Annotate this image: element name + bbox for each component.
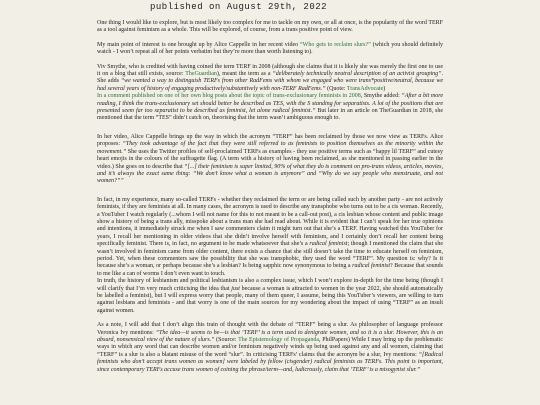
text: But later in an article on TheGuardian in 2018, she mentioned that the term “TES” didn’t catch on, theorising that the term wasn’t ambiguous enough to. [97,108,444,122]
text: In fact, in my experience, many so-called TERFs - whether they reclaimed the term or are being called such by another party - are not actively feminists, if they are feminists at all. In many cases, the acronym is used to describe any transphobe who turns out to be a cis woman. Recently, a YouTuber I watch regularly (...whom I will not name for this to not meant to be a call-out post), a cis lesbian whose content and public image show a history of being a trans ally, misspoke about a trans man she had read about. While it is evident that I can’t speak for her true opinions and intentions, it immediately struck me when I saw commenters claim it might turn out that she’s a TERF. Having watched this YouTuber for years, I recall her mentioning in older videos that she didn’t involve herself with feminism, and I certainly don’t recall her content being specifically feminist. There is, in fact, no argument to be made whatsoever that she’s a [97,196,443,248]
text: As a note, I will add that I don’t align this train of thought with the debate of “TERF” being a slur. As philosopher of language professor Veronica Ivy mentions: [97,322,443,336]
text: ; though I mentioned the claim that she wasn’t involved in feminism came from older content, there exists a chance that she still doesn’t take the time to educate herself on feminism, period. Yet, when these commenters saw the possibility that she was transphobic, they used the word “TERF”. My question is: why? Is it because she’s a woman, or perhaps because she’s a lesbian? Is being sapphic now synonymous to being a [97,241,443,270]
emphasis: radical feminist [352,263,390,270]
source-link-transadvocate[interactable]: TransAdvocate [346,85,384,92]
source-link-philpapers[interactable]: The Epistemology of Propaganda [238,337,320,344]
text: Viv Smythe, who is credited with having coined the term TERF in 2008 (although she claims that it is likely she was merely the first one to use it on a blog that still exists, source: [97,63,443,78]
text: My main point of interest is one brought up by Alice Cappelle in her recent video [97,41,300,48]
text: , Smythe added: [360,93,402,100]
comment-link[interactable]: In a comment published on one of her own blog posts about the topic of trans-exclusionary feminists in 2008 [97,93,361,100]
quote: “After a bit more reading, I think the trans-exclusionary set should better be described as TES, with the S standing for separatists. A lot of the positions that are presented seem far too separatist to be described as feminist, let alone radical feminist.” [97,93,444,115]
paragraph-4 [97,134,443,186]
paragraph-2 [97,42,443,57]
paragraph-6 [97,322,443,374]
text: She uses the Twitter profiles of self-proclaimed TERFs as examples - they use positive terms such as “happy lil TERF” and cutesy heart emojis in the colours of the suffragette flag. (A term with a history of having been reclaimed, as she mentioned in passing earlier in the video.) She goes on to describe that [97,148,443,170]
text: ) [383,85,386,92]
video-link[interactable]: “Who gets to reclaim slurs?” [300,41,371,48]
text: ? Because that sounds to me like a can of worms I don’t even want to touch. [97,263,443,277]
text: In her video, Alice Cappelle brings up the way in which the acronym “TERF” has been reclaimed by those we now view as TERFs. Alice proposes: [97,133,443,148]
quote: “deliberately technically neutral description of an activist grouping” [272,71,442,78]
quote: “we wanted a way to distinguish TERFs from other RadFems with whom we engaged who were trans*positive/neutral, because we had several years of history of engaging productively/substantively with non-TERF RadFems.” [97,78,443,92]
text: In truth, the history of lesbianism and political lesbianism is also a complex issue, which I won’t explore in-depth for the time being (though I will clarify that I’m very much criticising the idea that [97,278,443,292]
paragraph-3 [97,64,443,123]
post-body [97,20,443,381]
quote: “They took advantage of the fact that they were still referred to as feminists to position themselves as the minority within the movement.” [97,141,443,155]
text: because a woman is attracted to women in the year 2022, she should automatically be labelled a feminist), but I will express worry that people, many of them queer, I assume, being this YouTuber’s viewers, are willing to turn against lesbians and feminists - and that worry is one of the main sources for my wondering about the impact of using “TERF” as an insult against women. [97,285,443,314]
emphasis: radical feminist [309,241,348,248]
publish-date: published on August 29th, 2022 [150,2,328,12]
quote: “[Radical feminists who don’t accept trans women as women] were labeled by fellow (cisgender) radical feminists as TERFs. This point is important, since contemporary TERFs accuse trans women of coining the phrase/term—and, ludicrously, claim that ‘TERF’ is a misogynist slur.” [97,351,443,373]
quote: “The idea—it seems to be—is that ‘TERF’ is a term used to denigrate women, and so it is a slur. However, this is an absurd, nonsensical view of the nature of slurs.” [97,329,443,344]
text: . She adds [97,71,443,85]
text: One thing I would like to explore, but is most likely too complex for me to tackle on my own, or all at once, is the popularity of the word TERF as a tool against feminism as a whole. This will be explored, of course, from a trans positive point of view. [97,20,443,34]
text: (Quote: [325,85,347,92]
quote: “[...] their feminism is super limited, 90% of what they do is comment on pro-trans videos, articles, movies, and it’s always the exact same thing: “We don’t know what a woman is anymore” and “Why do we say people who menstruate, and not women?”” [97,163,443,185]
text: (which you should definitely watch - I won’t repeat all of her points verbatim but they’re more than worth listening to). [97,41,443,56]
source-link-theguardian[interactable]: TheGuardian [185,71,217,78]
text: , PhilPapers) While I may bring up the problematic ways in which any word that can describe women and/or feminism negatively winds up being used against any and all women, claiming that “TERF” is a slur is also a blatant misuse of the word “slur”. In criticising TERFs’ claims that the acronym be a slur, Ivy mentions: [97,337,444,358]
text: ), meant the term as a [216,71,273,78]
text: (Source: [214,337,239,344]
paragraph-5 [97,197,443,316]
paragraph-1 [97,20,443,35]
emphasis: just [231,285,240,292]
